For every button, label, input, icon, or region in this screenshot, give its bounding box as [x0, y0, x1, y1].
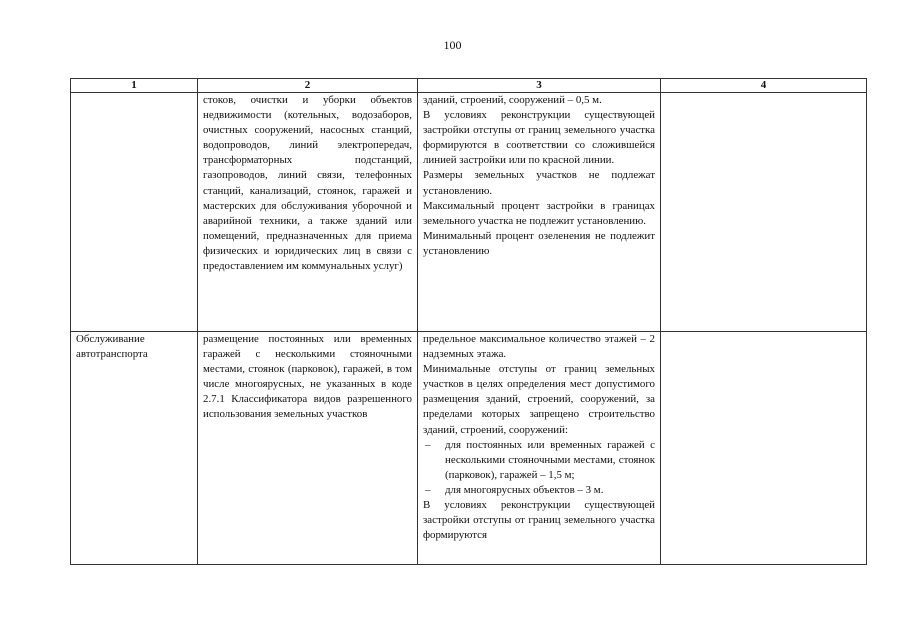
row2-description-cell: размещение постоянных или временных гаражей с несколькими стояночными местами, стоянок (парковок), гаражей, в том числе многоярусных, не указанных в коде 2.7.1 Классификатора видов разрешенного использования земельных участков — [198, 332, 418, 565]
parameter-paragraph: предельное максимальное количество этажей – 2 надземных этажа. — [423, 333, 655, 361]
parameter-paragraph: В условиях реконструкции существующей застройки отступы от границ земельного участка формируются в соответствии со сложившейся линией застройки или по красной линии. — [423, 109, 655, 167]
setback-list — [423, 438, 655, 498]
row1-parameters-cell — [418, 93, 661, 332]
row2-col4-cell — [661, 332, 867, 565]
page-number: 100 — [443, 38, 462, 52]
parameter-paragraph: зданий, строений, сооружений – 0,5 м. — [423, 94, 602, 106]
row2-parameters-cell — [418, 332, 661, 565]
row2-use-type-cell: Обслуживание автотранспорта — [71, 332, 198, 565]
row1-description-cell: стоков, очистки и уборки объектов недвижимости (котельных, водозаборов, очистных сооружений, насосных станций, водопроводов, линий электропередач, трансформаторных подстанций, газопроводов, линий связи, телефонных станций, канализаций, стоянок, гаражей и мастерских для обслуживания уборочной и аварийной техники, а также зданий или помещений, предназначенных для приема физических и юридических лиц в связи с предоставлением им коммунальных услуг) — [198, 93, 418, 332]
header-col-3: 3 — [418, 79, 661, 93]
parameter-paragraph: Размеры земельных участков не подлежат установлению. — [423, 169, 655, 197]
parameter-paragraph: Максимальный процент застройки в границах земельного участка не подлежит установлению. — [423, 199, 655, 227]
row1-col4-cell — [661, 93, 867, 332]
header-col-1: 1 — [71, 79, 198, 93]
header-col-2: 2 — [198, 79, 418, 93]
table-row — [71, 93, 867, 332]
parameter-paragraph: Минимальный процент озеленения не подлежит установлению — [423, 229, 655, 257]
header-col-4: 4 — [661, 79, 867, 93]
parameter-paragraph: В условиях реконструкции существующей застройки отступы от границ земельного участка формируются — [423, 499, 655, 542]
parameter-paragraph: Минимальные отступы от границ земельных участков в целях определения мест допустимого размещения зданий, строений, сооружений, за пределами которых запрещено строительство зданий, строений, сооружений: — [423, 363, 655, 436]
table-row — [71, 332, 867, 565]
list-item: – для постоянных или временных гаражей с несколькими стояночными местами, стоянок (парковок), гаражей – 1,5 м; — [423, 438, 655, 483]
table-header-row — [71, 79, 867, 93]
row1-col1-cell — [71, 93, 198, 332]
regulations-table — [70, 78, 867, 565]
list-item: – для многоярусных объектов – 3 м. — [423, 483, 655, 498]
